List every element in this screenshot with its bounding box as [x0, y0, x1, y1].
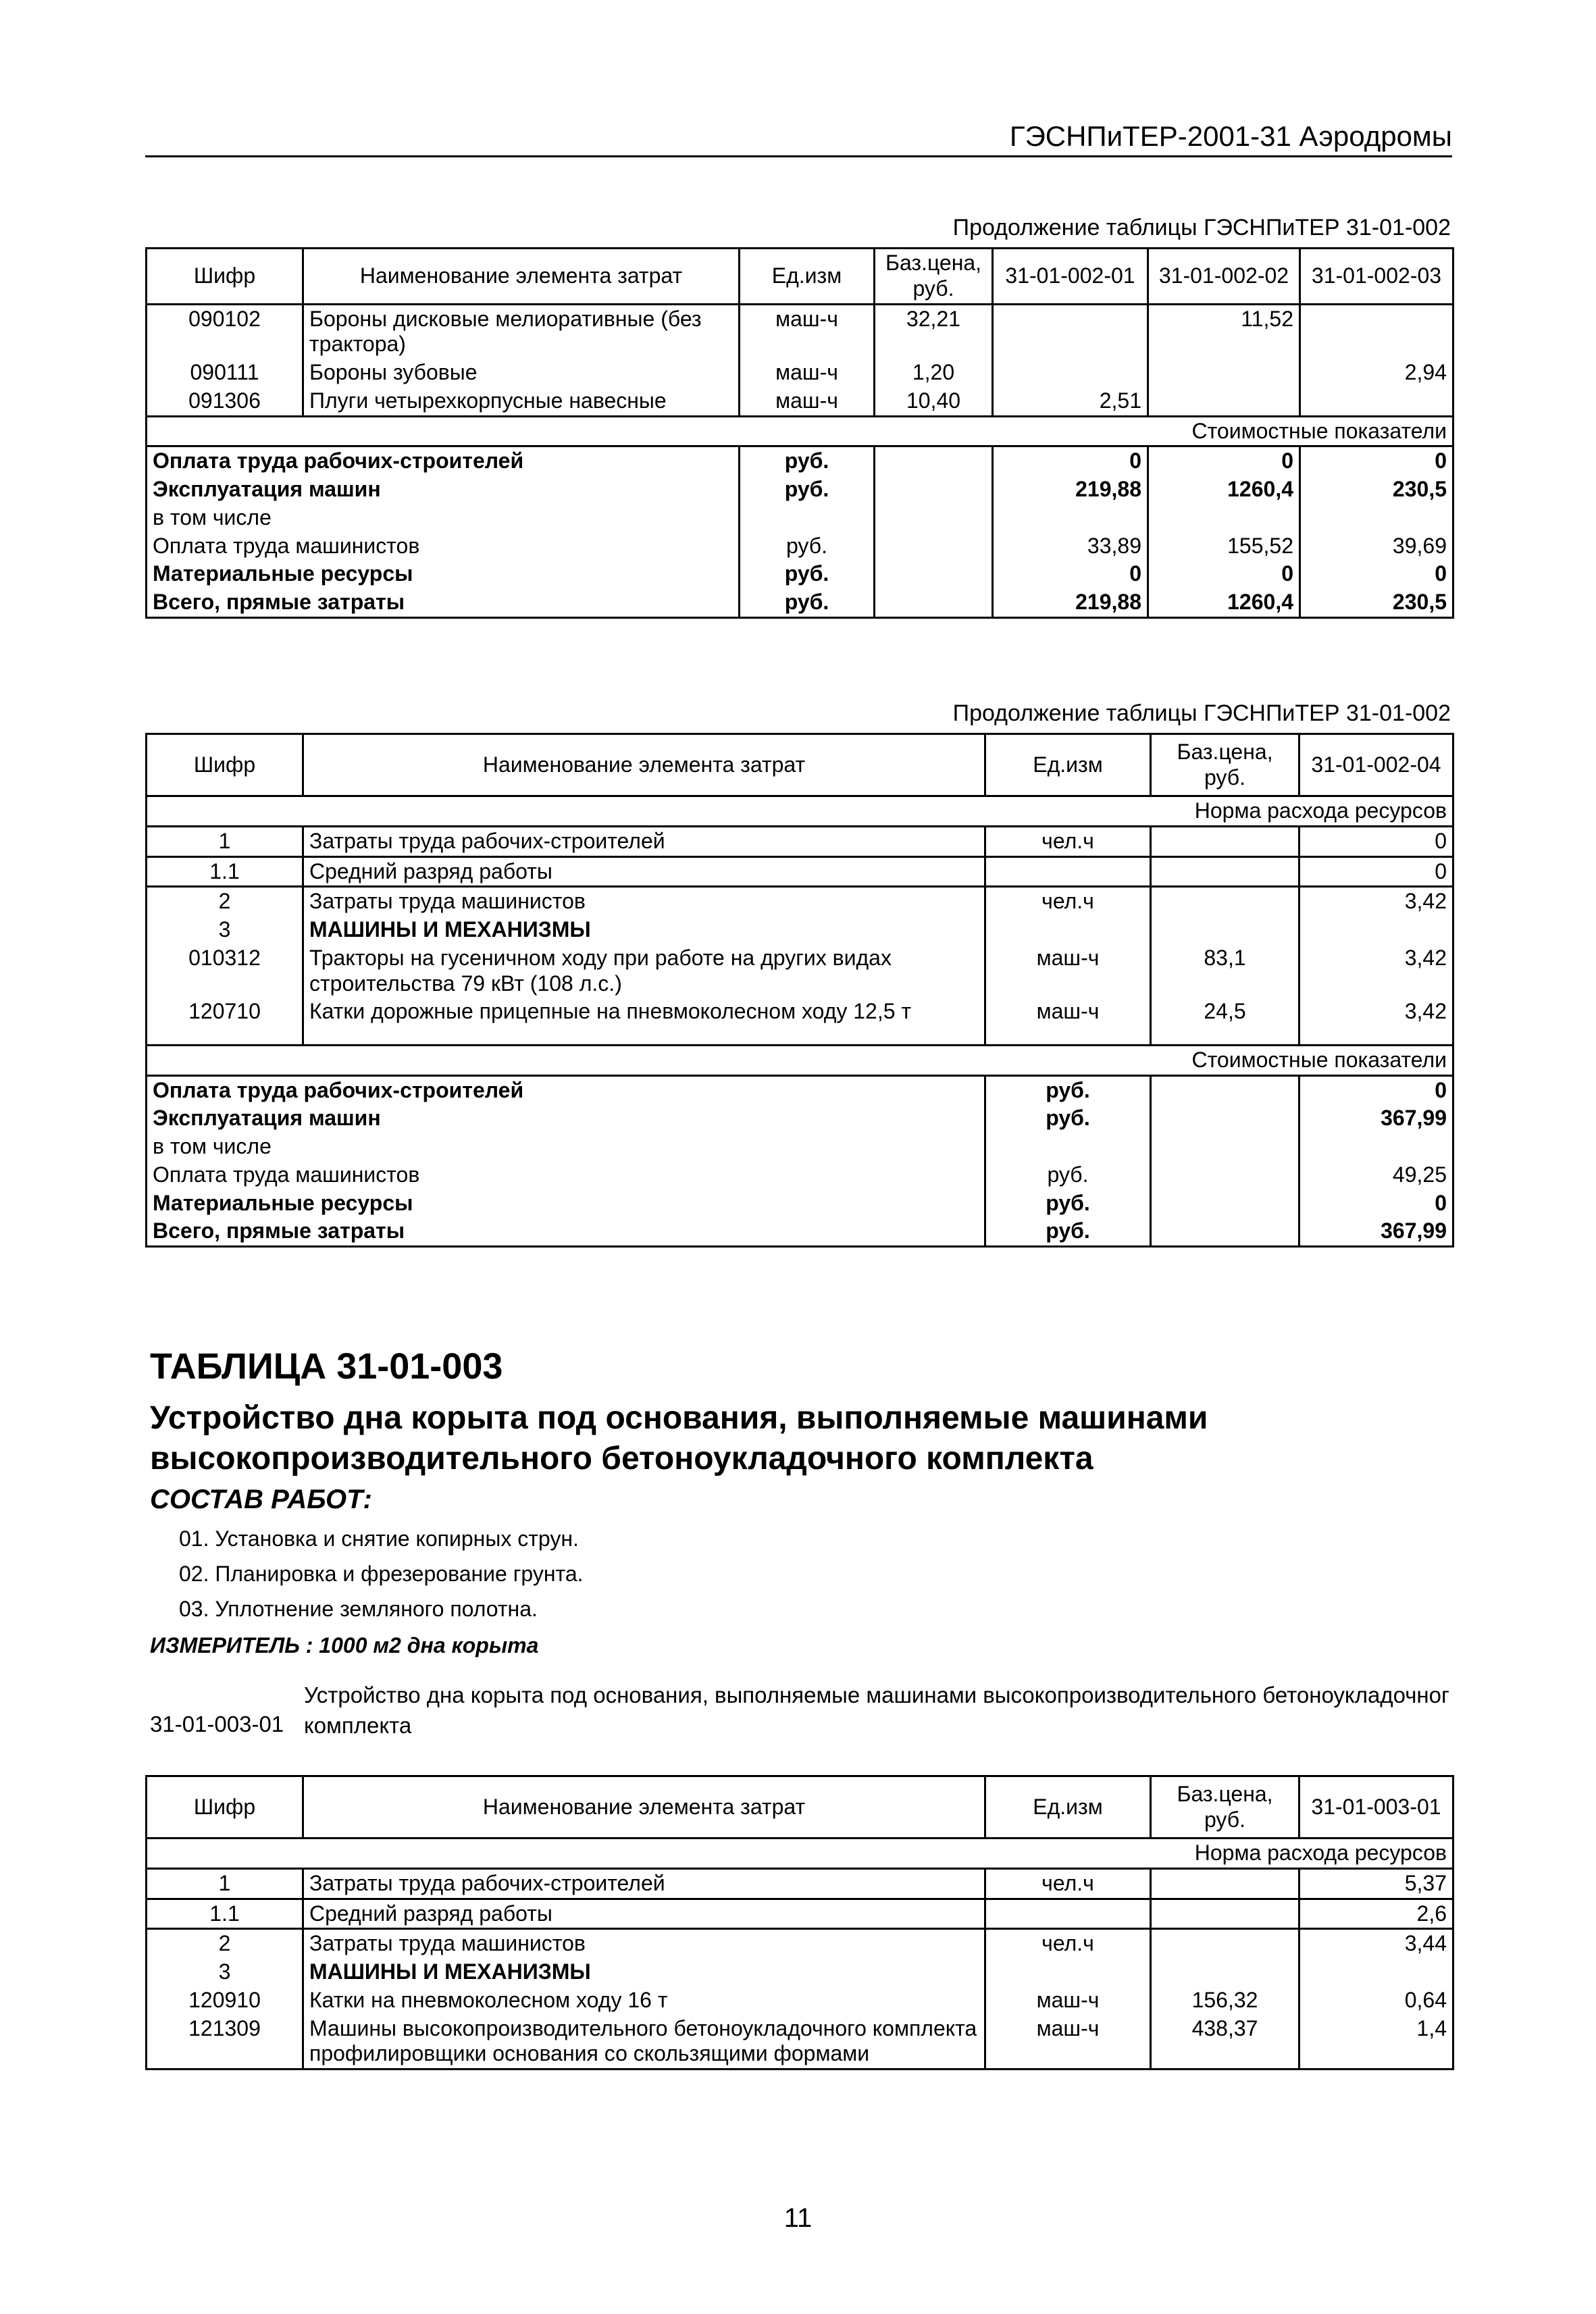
item-name-line: Устройство дна корыта под основания, выполняемые машинами высокопроизводительного бетоноукладочног: [304, 1682, 1450, 1707]
col-unit: Ед.изм: [740, 249, 875, 305]
table-31-01-003: [145, 1775, 1454, 2070]
resource-code: 010312: [147, 944, 303, 998]
cost-value: 0: [993, 560, 1148, 588]
resource-unit: маш-ч: [985, 2015, 1151, 2069]
cost-indicators-label: Стоимостные показатели: [147, 416, 1453, 446]
cost-value: 230,5: [1300, 588, 1453, 617]
cost-name: Всего, прямые затраты: [147, 1217, 985, 1246]
resource-unit: [985, 916, 1151, 944]
cost-value: 0: [1300, 560, 1453, 588]
item-name: [304, 1680, 1459, 1741]
resource-price: [1151, 1899, 1299, 1929]
empty-cell: [1151, 1161, 1299, 1189]
resource-price: [1151, 1929, 1299, 1958]
resource-name: Катки на пневмоколесном ходу 16 т: [303, 1986, 985, 2015]
table-title: ТАБЛИЦА 31-01-003: [150, 1346, 503, 1387]
resource-name: Машины высокопроизводительного бетоноукладочного комплекта профилировщики основания со скользящими формами: [303, 2015, 985, 2069]
resource-unit: маш-ч: [740, 304, 875, 359]
col-price: Баз.цена, руб.: [875, 249, 993, 305]
empty-cell: [875, 504, 993, 532]
table-row: [147, 916, 1453, 944]
table-row: [147, 1868, 1453, 1899]
cost-indicators-label: Стоимостные показатели: [147, 1045, 1453, 1075]
table-row: [147, 944, 1453, 998]
resource-name: МАШИНЫ И МЕХАНИЗМЫ: [303, 1958, 985, 1986]
empty-cell: [1151, 1217, 1299, 1246]
resource-unit: чел.ч: [985, 887, 1151, 916]
col-unit: Ед.изм: [985, 1776, 1151, 1839]
cost-row: [147, 475, 1453, 504]
cost-row: [147, 504, 1453, 532]
resource-code: 2: [147, 1929, 303, 1958]
col-norm: 31-01-002-04: [1299, 734, 1453, 796]
norm-value: [1300, 387, 1453, 416]
norm-value: 3,44: [1299, 1929, 1453, 1958]
item-code: 31-01-003-01: [150, 1712, 284, 1737]
cost-value: 49,25: [1299, 1161, 1453, 1189]
cost-row: [147, 532, 1453, 561]
empty-cell: [1151, 1133, 1299, 1161]
cost-unit: [740, 504, 875, 532]
page-number: 11: [783, 2203, 813, 2233]
empty-cell: [1151, 1075, 1299, 1104]
table2-caption: Продолжение таблицы ГЭСНПиТЕР 31-01-002: [952, 700, 1451, 726]
cost-value: 0: [993, 446, 1148, 475]
table-row: [147, 387, 1453, 416]
col-price: Баз.цена, руб.: [1151, 734, 1299, 796]
col-norm-2: 31-01-002-02: [1148, 249, 1300, 305]
table-row: [147, 826, 1453, 856]
norm-value: [1299, 916, 1453, 944]
resource-price: 32,21: [875, 304, 993, 359]
table-row: [147, 1986, 1453, 2015]
resource-code: 1.1: [147, 856, 303, 887]
norm-label: Норма расхода ресурсов: [147, 796, 1453, 827]
cost-value: 230,5: [1300, 475, 1453, 504]
item-name-line: комплекта: [304, 1712, 412, 1738]
cost-value: [993, 504, 1148, 532]
resource-price: [1151, 856, 1299, 887]
resource-code: 1.1: [147, 1899, 303, 1929]
norm-label-row: [147, 796, 1453, 827]
empty-cell: [875, 560, 993, 588]
resource-name: Тракторы на гусеничном ходу при работе на других видах строительства 79 кВт (108 л.с.): [303, 944, 985, 998]
resource-unit: маш-ч: [740, 387, 875, 416]
cost-unit: руб.: [740, 588, 875, 617]
resource-unit: маш-ч: [740, 359, 875, 387]
norm-value: 3,42: [1299, 998, 1453, 1045]
resource-price: 438,37: [1151, 2015, 1299, 2069]
cost-value: 0: [1300, 446, 1453, 475]
cost-row: [147, 1075, 1453, 1104]
table-row: [147, 359, 1453, 387]
meter-label: ИЗМЕРИТЕЛЬ : 1000 м2 дна корыта: [150, 1633, 539, 1657]
cost-name: Оплата труда машинистов: [147, 532, 740, 561]
page-header: [145, 120, 1452, 157]
resource-code: 120710: [147, 998, 303, 1045]
cost-name: Оплата труда рабочих-строителей: [147, 446, 740, 475]
resource-code: 120910: [147, 1986, 303, 2015]
cost-name: в том числе: [147, 504, 740, 532]
resource-price: 156,32: [1151, 1986, 1299, 2015]
operation-item: 02. Планировка и фрезерование грунта.: [179, 1562, 584, 1586]
cost-unit: руб.: [985, 1075, 1151, 1104]
cost-name: Эксплуатация машин: [147, 475, 740, 504]
norm-label: Норма расхода ресурсов: [147, 1839, 1453, 1869]
resource-price: 83,1: [1151, 944, 1299, 998]
cost-unit: руб.: [740, 560, 875, 588]
norm-value: 2,51: [993, 387, 1148, 416]
resource-unit: [985, 856, 1151, 887]
operation-item: 03. Уплотнение земляного полотна.: [179, 1597, 538, 1621]
norm-value: [1148, 387, 1300, 416]
resource-code: 090111: [147, 359, 303, 387]
norm-label-row: [147, 1839, 1453, 1869]
norm-value: [1299, 1958, 1453, 1986]
resource-name: Средний разряд работы: [303, 1899, 985, 1929]
cost-value: 1260,4: [1148, 588, 1300, 617]
norm-value: [993, 304, 1148, 359]
empty-cell: [1151, 1189, 1299, 1218]
norm-value: 5,37: [1299, 1868, 1453, 1899]
cost-indicators-label-row: [147, 416, 1453, 446]
col-code: Шифр: [147, 249, 303, 305]
cost-row: [147, 1161, 1453, 1189]
document-title: ГЭСНПиТЕР-2001-31 Аэродромы: [1009, 120, 1452, 152]
table-row: [147, 856, 1453, 887]
cost-value: 0: [1299, 1075, 1453, 1104]
col-norm: 31-01-003-01: [1299, 1776, 1453, 1839]
norm-value: 1,4: [1299, 2015, 1453, 2069]
resource-code: 090102: [147, 304, 303, 359]
table-row: [147, 887, 1453, 916]
table-row: [147, 998, 1453, 1045]
resource-unit: маш-ч: [985, 998, 1151, 1045]
resource-price: [1151, 826, 1299, 856]
resource-code: 3: [147, 1958, 303, 1986]
resource-price: [1151, 1958, 1299, 1986]
resource-name: Бороны зубовые: [303, 359, 740, 387]
resource-name: Бороны дисковые мелиоративные (без тракторa): [303, 304, 740, 359]
norm-value: 11,52: [1148, 304, 1300, 359]
cost-name: Материальные ресурсы: [147, 560, 740, 588]
empty-cell: [875, 532, 993, 561]
resource-code: 1: [147, 1868, 303, 1899]
resource-unit: маш-ч: [985, 944, 1151, 998]
resource-code: 3: [147, 916, 303, 944]
norm-value: 0: [1299, 856, 1453, 887]
resource-price: [1151, 1868, 1299, 1899]
resource-name: МАШИНЫ И МЕХАНИЗМЫ: [303, 916, 985, 944]
resource-name: Затраты труда рабочих-строителей: [303, 826, 985, 856]
norm-value: [1148, 359, 1300, 387]
norm-value: 0,64: [1299, 1986, 1453, 2015]
resource-unit: [985, 1899, 1151, 1929]
resource-price: [1151, 916, 1299, 944]
table-31-01-002-part2: [145, 733, 1454, 1248]
cost-row: [147, 1189, 1453, 1218]
cost-row: [147, 1217, 1453, 1246]
empty-cell: [875, 475, 993, 504]
resource-unit: [985, 1958, 1151, 1986]
resource-name: Средний разряд работы: [303, 856, 985, 887]
cost-name: в том числе: [147, 1133, 985, 1161]
norm-value: 3,42: [1299, 887, 1453, 916]
cost-value: 367,99: [1299, 1104, 1453, 1133]
resource-name: Затраты труда машинистов: [303, 887, 985, 916]
cost-value: [1299, 1133, 1453, 1161]
cost-value: 33,89: [993, 532, 1148, 561]
cost-value: 0: [1148, 560, 1300, 588]
cost-value: 367,99: [1299, 1217, 1453, 1246]
col-code: Шифр: [147, 1776, 303, 1839]
table1-caption: Продолжение таблицы ГЭСНПиТЕР 31-01-002: [952, 215, 1451, 240]
cost-value: 0: [1299, 1189, 1453, 1218]
resource-price: [1151, 887, 1299, 916]
cost-unit: руб.: [985, 1217, 1151, 1246]
operation-item: 01. Установка и снятие копирных струн.: [179, 1526, 579, 1551]
table-row: [147, 304, 1453, 359]
cost-value: 39,69: [1300, 532, 1453, 561]
resource-code: 2: [147, 887, 303, 916]
col-name: Наименование элемента затрат: [303, 249, 740, 305]
cost-unit: руб.: [985, 1189, 1151, 1218]
resource-unit: чел.ч: [985, 1929, 1151, 1958]
empty-cell: [875, 588, 993, 617]
resource-code: 1: [147, 826, 303, 856]
table-row: [147, 1899, 1453, 1929]
composition-label: СОСТАВ РАБОТ:: [150, 1485, 372, 1514]
norm-value: 0: [1299, 826, 1453, 856]
cost-value: 219,88: [993, 475, 1148, 504]
cost-value: [1300, 504, 1453, 532]
cost-value: 219,88: [993, 588, 1148, 617]
cost-name: Всего, прямые затраты: [147, 588, 740, 617]
resource-code: 091306: [147, 387, 303, 416]
table-row: [147, 1929, 1453, 1958]
cost-indicators-label-row: [147, 1045, 1453, 1075]
cost-name: Эксплуатация машин: [147, 1104, 985, 1133]
cost-row: [147, 446, 1453, 475]
table-subtitle: Устройство дна корыта под основания, выполняемые машинами высокопроизводительного бетоноукладочного комплекта: [150, 1400, 1208, 1476]
col-code: Шифр: [147, 734, 303, 796]
cost-unit: руб.: [740, 532, 875, 561]
resource-name: Катки дорожные прицепные на пневмоколесном ходу 12,5 т: [303, 998, 985, 1045]
table-row: [147, 1958, 1453, 1986]
resource-price: 24,5: [1151, 998, 1299, 1045]
col-name: Наименование элемента затрат: [303, 734, 985, 796]
col-norm-1: 31-01-002-01: [993, 249, 1148, 305]
table-row: [147, 2015, 1453, 2069]
resource-code: 121309: [147, 2015, 303, 2069]
norm-value: [993, 359, 1148, 387]
col-price: Баз.цена, руб.: [1151, 1776, 1299, 1839]
cost-row: [147, 588, 1453, 617]
resource-unit: чел.ч: [985, 1868, 1151, 1899]
norm-value: 3,42: [1299, 944, 1453, 998]
empty-cell: [1151, 1104, 1299, 1133]
resource-price: 1,20: [875, 359, 993, 387]
cost-name: Оплата труда машинистов: [147, 1161, 985, 1189]
cost-value: 1260,4: [1148, 475, 1300, 504]
table-31-01-002-part1: [145, 247, 1454, 619]
cost-value: 155,52: [1148, 532, 1300, 561]
resource-name: Плуги четырехкорпусные навесные: [303, 387, 740, 416]
resource-name: Затраты труда машинистов: [303, 1929, 985, 1958]
resource-price: 10,40: [875, 387, 993, 416]
cost-unit: руб.: [985, 1104, 1151, 1133]
cost-unit: руб.: [985, 1161, 1151, 1189]
norm-value: 2,6: [1299, 1899, 1453, 1929]
col-name: Наименование элемента затрат: [303, 1776, 985, 1839]
cost-unit: руб.: [740, 446, 875, 475]
operations-list: [179, 1521, 584, 1626]
empty-cell: [875, 446, 993, 475]
norm-value: 2,94: [1300, 359, 1453, 387]
cost-value: [1148, 504, 1300, 532]
resource-unit: чел.ч: [985, 826, 1151, 856]
norm-value: [1300, 304, 1453, 359]
cost-value: 0: [1148, 446, 1300, 475]
cost-unit: [985, 1133, 1151, 1161]
cost-row: [147, 1104, 1453, 1133]
cost-row: [147, 560, 1453, 588]
cost-name: Материальные ресурсы: [147, 1189, 985, 1218]
col-norm-3: 31-01-002-03: [1300, 249, 1453, 305]
col-unit: Ед.изм: [985, 734, 1151, 796]
resource-unit: маш-ч: [985, 1986, 1151, 2015]
cost-name: Оплата труда рабочих-строителей: [147, 1075, 985, 1104]
cost-row: [147, 1133, 1453, 1161]
cost-unit: руб.: [740, 475, 875, 504]
resource-name: Затраты труда рабочих-строителей: [303, 1868, 985, 1899]
